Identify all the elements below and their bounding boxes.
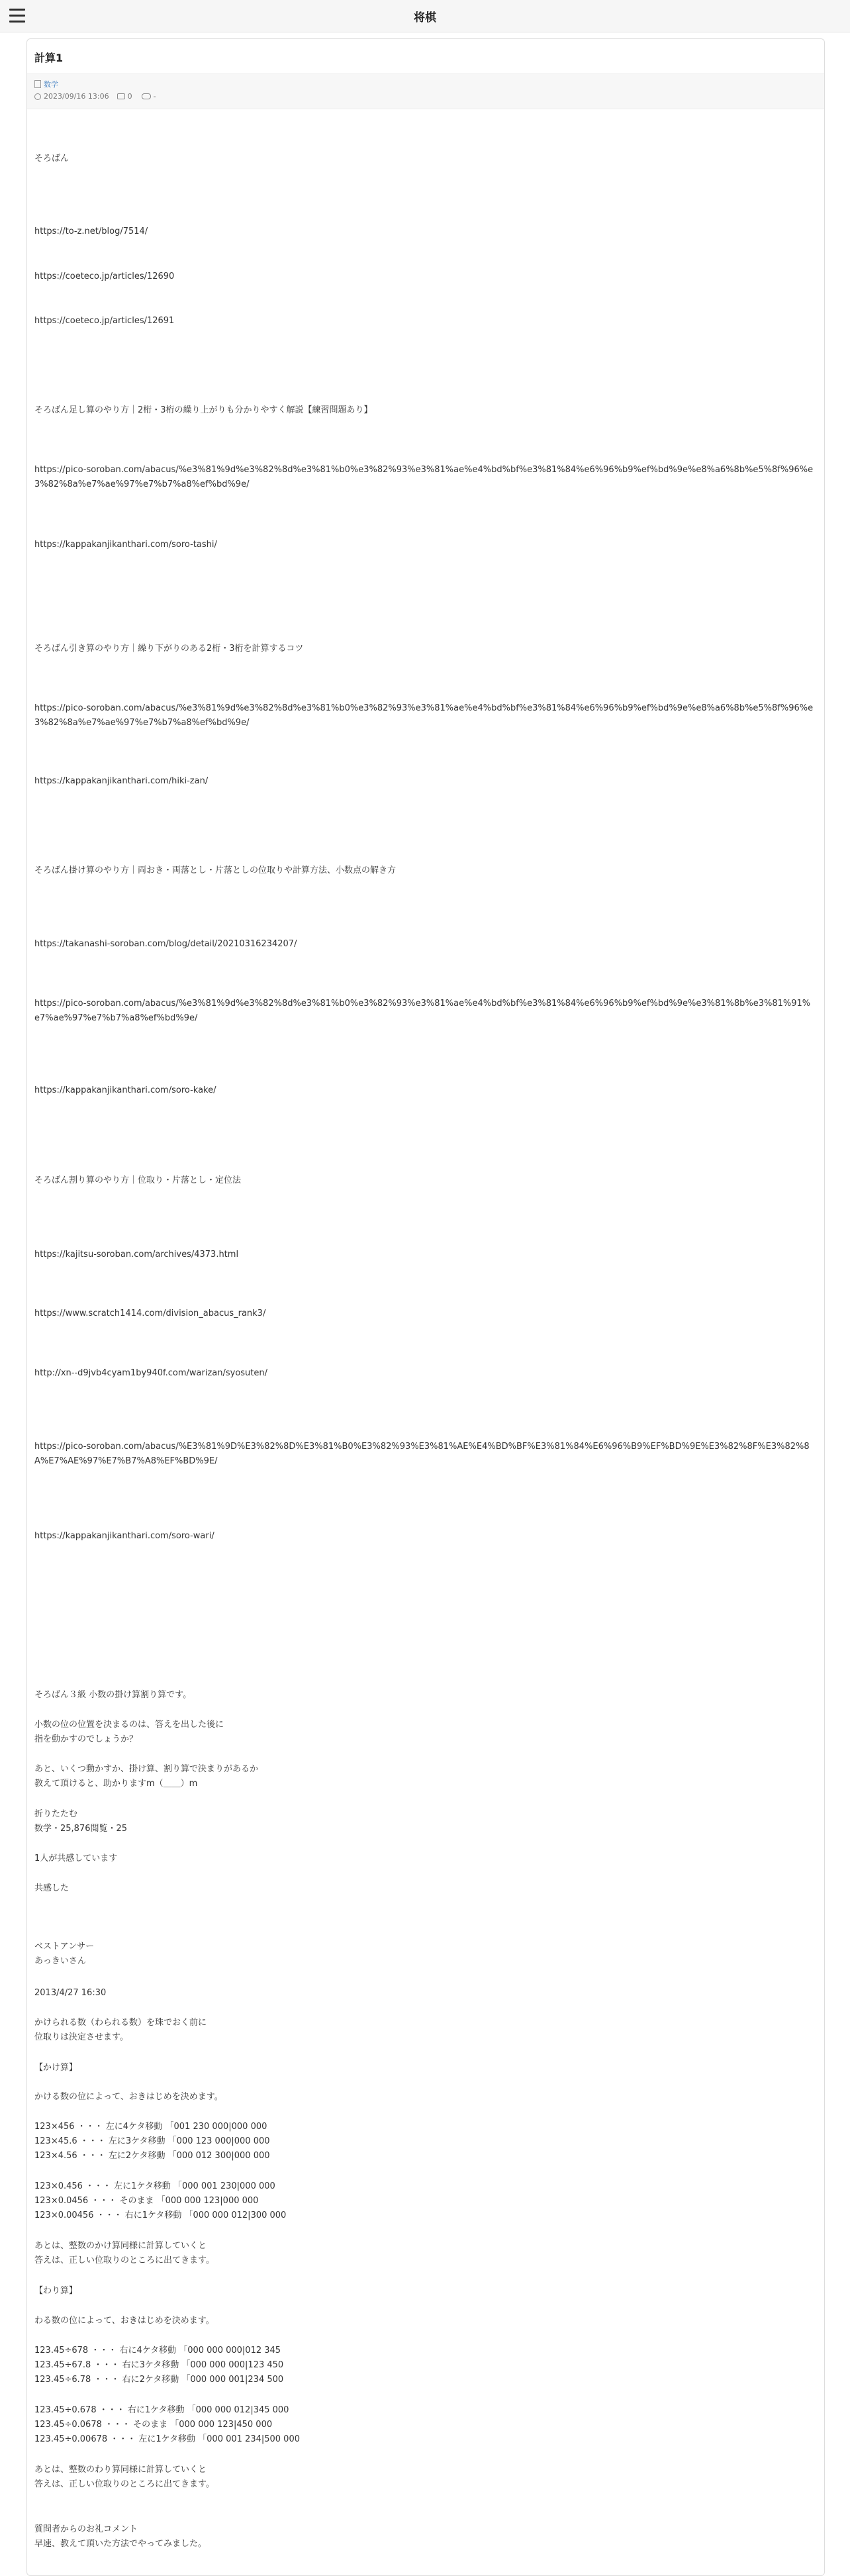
more-icon[interactable] (142, 93, 151, 99)
body-link[interactable]: https://kajitsu-soroban.com/archives/4373.html (34, 1250, 239, 1260)
body-link[interactable]: https://kappakanjikanthari.com/soro-tashi/ (34, 540, 217, 550)
body-link[interactable]: https://takanashi-soroban.com/blog/detail/20210316234207/ (34, 939, 297, 949)
more-label[interactable]: - (153, 92, 156, 101)
post-date: 2023/09/16 13:06 (44, 92, 109, 101)
body-paragraph: 共感した (34, 1883, 70, 1893)
body-paragraph: 1人が共感しています (34, 1854, 118, 1863)
comment-count[interactable]: 0 (127, 92, 132, 101)
body-link[interactable]: https://www.scratch1414.com/division_abacus_rank3/ (34, 1309, 266, 1318)
post-title[interactable]: 計算1 (34, 52, 64, 64)
body-paragraph: 質問者からのお礼コメント 早速、教えて頂いた方法でやってみました。 (34, 2524, 207, 2549)
body-paragraph: 123×456 ・・・ 左に4ケタ移動 「001 230 000|000 000 123×45.6 ・・・ 左に3ケタ移動 「000 123 000|000 000 123×4.56 ・・・ 左に2ケタ移動 「000 012 300|000 000 (34, 2122, 270, 2161)
body-paragraph: そろばん３級 小数の掛け算割り算です。 (34, 1690, 192, 1700)
body-paragraph: 折りたたむ 数学・25,876閲覧・25 (34, 1809, 128, 1834)
body-link[interactable]: https://pico-soroban.com/abacus/%e3%81%9d%e3%82%8d%e3%81%b0%e3%82%93%e3%81%ae%e4%bd%bf%e3%81%84%e6%96%b9%ef%bd%9e%e8%a6%8b%e5%8f%96%e3%82%8a%e7%ae%97%e7%b7%a8%ef%bd%9e/ (34, 465, 814, 489)
body-heading: そろばん引き算のやり方｜繰り下がりのある2桁・3桁を計算するコツ (34, 644, 304, 654)
body-link[interactable]: https://pico-soroban.com/abacus/%e3%81%9d%e3%82%8d%e3%81%b0%e3%82%93%e3%81%ae%e4%bd%bf%e3%81%84%e6%96%b9%ef%bd%9e%e8%a6%8b%e5%8f%96%e3%82%8a%e7%ae%97%e7%b7%a8%ef%bd%9e/ (34, 703, 814, 728)
body-paragraph: かける数の位によって、おきはじめを決めます。 (34, 2092, 223, 2102)
top-bar (0, 0, 850, 32)
meta-row (34, 92, 156, 101)
clock-icon (34, 93, 41, 100)
body-paragraph: 123.45÷678 ・・・ 右に4ケタ移動 「000 000 000|012 345 123.45÷67.8 ・・・ 右に3ケタ移動 「000 000 000|123 450 123.45÷6.78 ・・・ 右に2ケタ移動 「000 000 001|234 500 (34, 2346, 284, 2385)
body-link[interactable]: https://pico-soroban.com/abacus/%e3%81%9d%e3%82%8d%e3%81%b0%e3%82%93%e3%81%ae%e4%bd%bf%e3%81%84%e6%96%b9%ef%bd%9e%e3%81%8b%e3%81%91%e7%ae%97%e7%b7%a8%ef%bd%9e/ (34, 999, 811, 1023)
body-link[interactable]: https://coeteco.jp/articles/12691 (34, 316, 175, 326)
body-paragraph: ベストアンサー あっきいさん (34, 1942, 95, 1966)
body-link[interactable]: https://kappakanjikanthari.com/soro-kake/ (34, 1085, 216, 1095)
body-paragraph: 123×0.456 ・・・ 左に1ケタ移動 「000 001 230|000 000 123×0.0456 ・・・ そのまま 「000 000 123|000 000 123×0.00456 ・・・ 右に1ケタ移動 「000 000 012|300 000 (34, 2181, 287, 2220)
body-link[interactable]: https://to-z.net/blog/7514/ (34, 226, 148, 236)
body-link[interactable]: http://xn--d9jvb4cyam1by940f.com/warizan/syosuten/ (34, 1368, 268, 1378)
category-label[interactable]: 数学 (44, 80, 58, 89)
post-meta (27, 74, 824, 109)
site-title[interactable]: 将棋 (414, 11, 436, 25)
folder-icon (34, 80, 41, 88)
body-link[interactable]: https://pico-soroban.com/abacus/%E3%81%9D%E3%82%8D%E3%81%B0%E3%82%93%E3%81%AE%E4%BD%BF%E3%81%84%E6%96%B9%EF%BD%9E%E3%82%8F%E3%82%8A%E7%AE%97%E7%B7%A8%EF%BD%9E/ (34, 1442, 810, 1466)
body-paragraph: 小数の位の位置を決まるのは、答えを出した後に 指を動かすのでしょうか？ (34, 1720, 224, 1744)
body-paragraph: 【かけ算】 (34, 2063, 78, 2073)
body-paragraph: かけられる数（わられる数）を珠でおく前に 位取りは決定させます。 (34, 2018, 207, 2042)
body-link[interactable]: https://coeteco.jp/articles/12690 (34, 272, 175, 281)
body-heading: そろばん掛け算のやり方｜両おき・両落とし・片落としの位取りや計算方法、小数点の解き方 (34, 866, 397, 875)
comment-icon[interactable] (117, 93, 125, 99)
body-paragraph: あと、いくつ動かすか、掛け算、割り算で決まりがあるか 教えて頂けると、助かりますm（＿＿）m (34, 1764, 259, 1789)
body-link[interactable]: https://kappakanjikanthari.com/hiki-zan/ (34, 776, 209, 786)
body-paragraph: あとは、整数のわり算同様に計算していくと 答えは、正しい位取りのところに出てきます。 (34, 2465, 214, 2489)
body-paragraph: 123.45÷0.678 ・・・ 右に1ケタ移動 「000 000 012|345 000 123.45÷0.0678 ・・・ そのまま 「000 000 123|450 000 123.45÷0.00678 ・・・ 左に1ケタ移動 「000 001 234|500 000 (34, 2405, 300, 2444)
body-heading: そろばん割り算のやり方｜位取り・片落とし・定位法 (34, 1175, 242, 1185)
body-paragraph: 【わり算】 (34, 2286, 78, 2296)
category[interactable] (34, 79, 58, 89)
body-heading: そろばん足し算のやり方｜2桁・3桁の繰り上がりも分かりやすく解説【練習問題あり】 (34, 405, 373, 415)
post-card (26, 38, 825, 2576)
body-paragraph: わる数の位によって、おきはじめを決めます。 (34, 2316, 214, 2326)
body-paragraph: そろばん (34, 154, 70, 164)
body-paragraph: あとは、整数のかけ算同様に計算していくと 答えは、正しい位取りのところに出てきます。 (34, 2241, 214, 2265)
body-paragraph: 2013/4/27 16:30 (34, 1988, 107, 1998)
body-link[interactable]: https://kappakanjikanthari.com/soro-wari/ (34, 1531, 214, 1541)
